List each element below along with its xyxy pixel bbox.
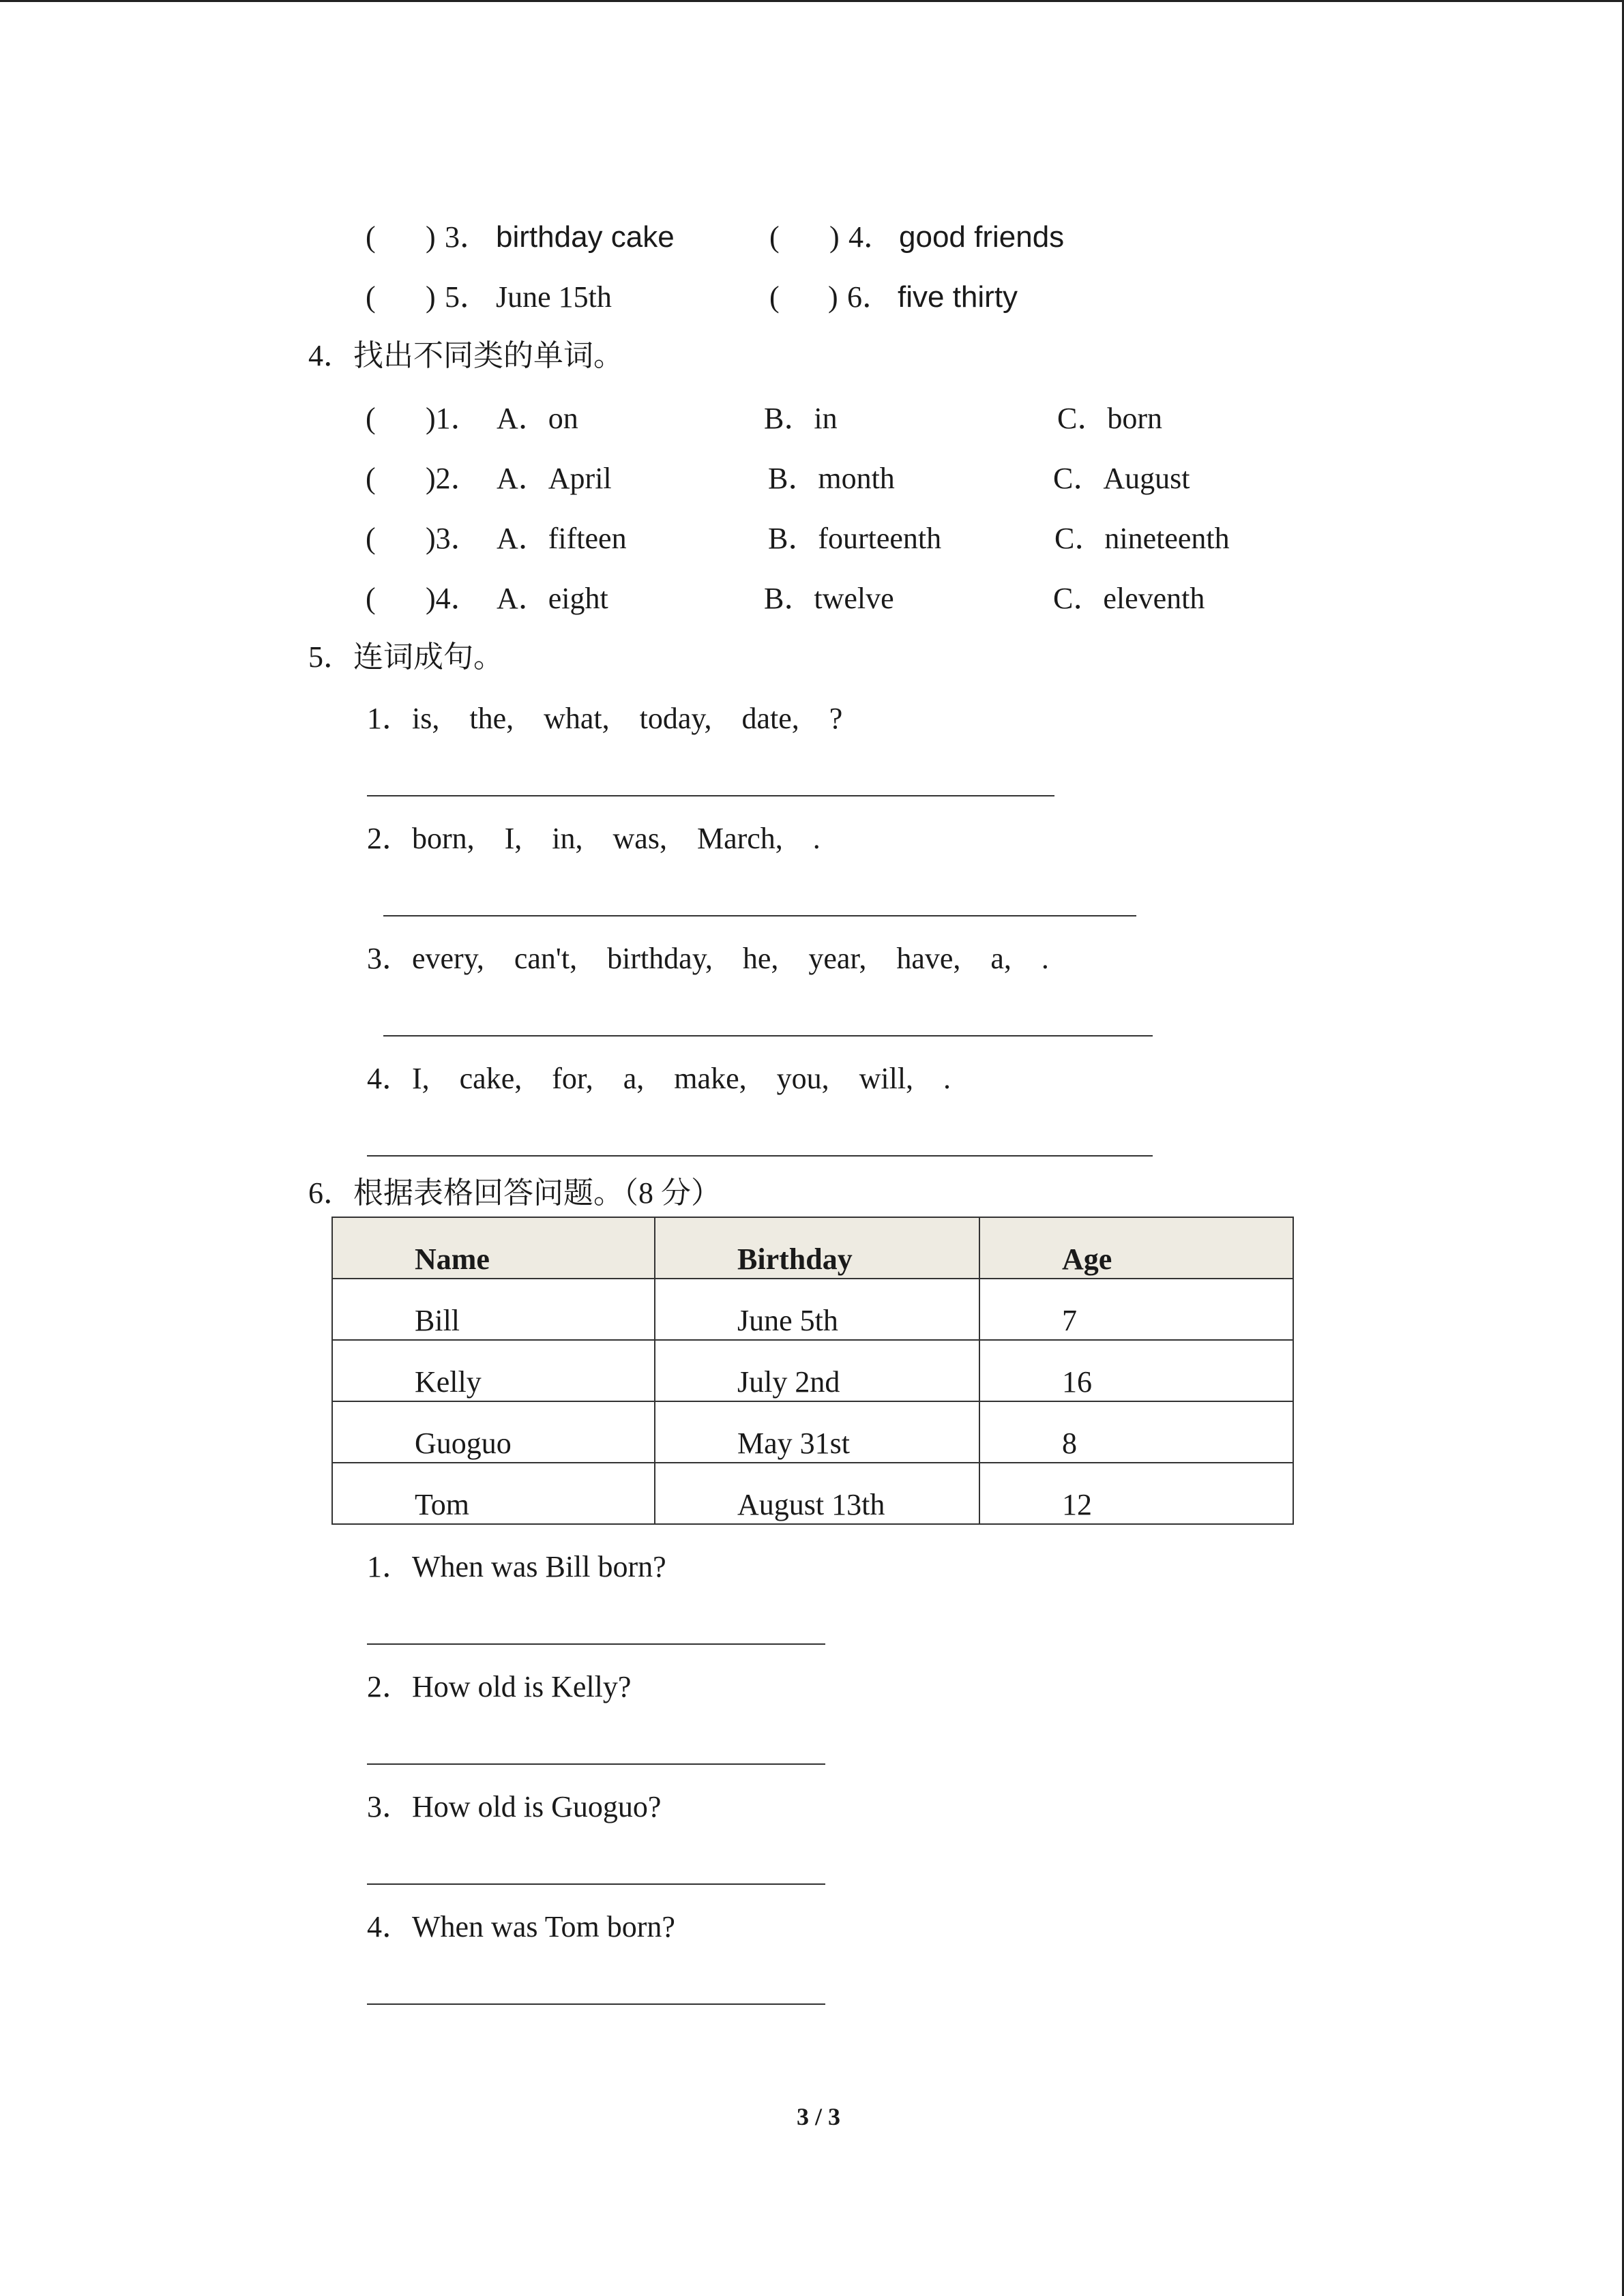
option-a: A．eight — [497, 582, 608, 615]
paren-close: ) — [828, 280, 838, 314]
table-cell: Tom — [332, 1463, 655, 1524]
table-cell: August 13th — [655, 1463, 979, 1524]
item-number: )3． — [426, 522, 481, 555]
table-header: Name — [332, 1217, 655, 1279]
table-cell: July 2nd — [655, 1340, 979, 1401]
birthday-table — [331, 1217, 1294, 1525]
option-b: B．month — [768, 462, 895, 495]
paren-open: ( — [366, 280, 376, 314]
item-number: )4． — [426, 582, 481, 615]
table-cell: 16 — [979, 1340, 1293, 1401]
answer-line[interactable] — [367, 1883, 825, 1885]
paren-open: ( — [366, 462, 376, 495]
answer-line[interactable] — [367, 795, 1054, 796]
option-a: A．April — [497, 462, 612, 495]
item-number: 4． — [848, 220, 894, 254]
table-row — [332, 1401, 1293, 1463]
option-b: B．twelve — [764, 582, 894, 615]
option-c: C．nineteenth — [1054, 522, 1230, 555]
item-number: 3． — [445, 220, 490, 254]
option-c: C．born — [1057, 402, 1162, 435]
paren-close: ) — [426, 280, 436, 314]
answer-line[interactable] — [367, 1155, 1153, 1157]
question: 2．How old is Kelly? — [367, 1670, 632, 1703]
scrambled-sentence: 2．born, I, in, was, March, . — [367, 822, 821, 855]
table-cell: 8 — [979, 1401, 1293, 1463]
table-row — [332, 1463, 1293, 1524]
question: 4．When was Tom born? — [367, 1910, 675, 1943]
answer-line[interactable] — [367, 2003, 825, 2005]
page-number: 3 / 3 — [797, 2103, 841, 2130]
scrambled-sentence: 4．I, cake, for, a, make, you, will, . — [367, 1062, 951, 1095]
question: 3．How old is Guoguo? — [367, 1790, 662, 1823]
paren-open: ( — [769, 280, 780, 314]
paren-open: ( — [366, 522, 376, 555]
table-cell: Bill — [332, 1279, 655, 1340]
table-cell: 7 — [979, 1279, 1293, 1340]
paren-open: ( — [366, 582, 376, 615]
item-text: good friends — [899, 220, 1065, 254]
table-row — [332, 1340, 1293, 1401]
item-number: 6． — [847, 280, 892, 314]
table-row — [332, 1279, 1293, 1340]
section-5-title: 5．连词成句。 — [308, 640, 503, 674]
option-a: A．fifteen — [497, 522, 627, 555]
table-header: Birthday — [655, 1217, 979, 1279]
paren-close: ) — [829, 220, 840, 254]
scrambled-sentence: 3．every, can't, birthday, he, year, have, a, . — [367, 942, 1049, 975]
table-cell: June 5th — [655, 1279, 979, 1340]
option-b: B．in — [764, 402, 838, 435]
item-text: five thirty — [898, 280, 1018, 314]
table-cell: May 31st — [655, 1401, 979, 1463]
option-c: C．eleventh — [1053, 582, 1205, 615]
table-header: Age — [979, 1217, 1293, 1279]
section-6-title: 6．根据表格回答问题。（8 分） — [308, 1176, 721, 1210]
option-b: B．fourteenth — [768, 522, 942, 555]
option-a: A．on — [497, 402, 578, 435]
section-4-title: 4．找出不同类的单词。 — [308, 339, 623, 372]
answer-line[interactable] — [367, 1763, 825, 1765]
paren-close: ) — [426, 220, 436, 254]
answer-line[interactable] — [383, 915, 1136, 916]
answer-line[interactable] — [383, 1035, 1153, 1037]
paren-open: ( — [366, 402, 376, 435]
item-text: birthday cake — [496, 220, 675, 254]
table-cell: Kelly — [332, 1340, 655, 1401]
paren-open: ( — [366, 220, 376, 254]
answer-line[interactable] — [367, 1643, 825, 1645]
option-c: C．August — [1053, 462, 1190, 495]
item-number: 5． — [445, 280, 490, 314]
question: 1．When was Bill born? — [367, 1550, 666, 1583]
item-number: )1． — [426, 402, 481, 435]
paren-open: ( — [769, 220, 780, 254]
page-top-border — [0, 0, 1624, 2]
scrambled-sentence: 1．is, the, what, today, date, ? — [367, 702, 843, 735]
table-header-row — [332, 1217, 1293, 1279]
table-cell: 12 — [979, 1463, 1293, 1524]
table-cell: Guoguo — [332, 1401, 655, 1463]
item-number: )2． — [426, 462, 481, 495]
item-text: June 15th — [496, 280, 612, 314]
